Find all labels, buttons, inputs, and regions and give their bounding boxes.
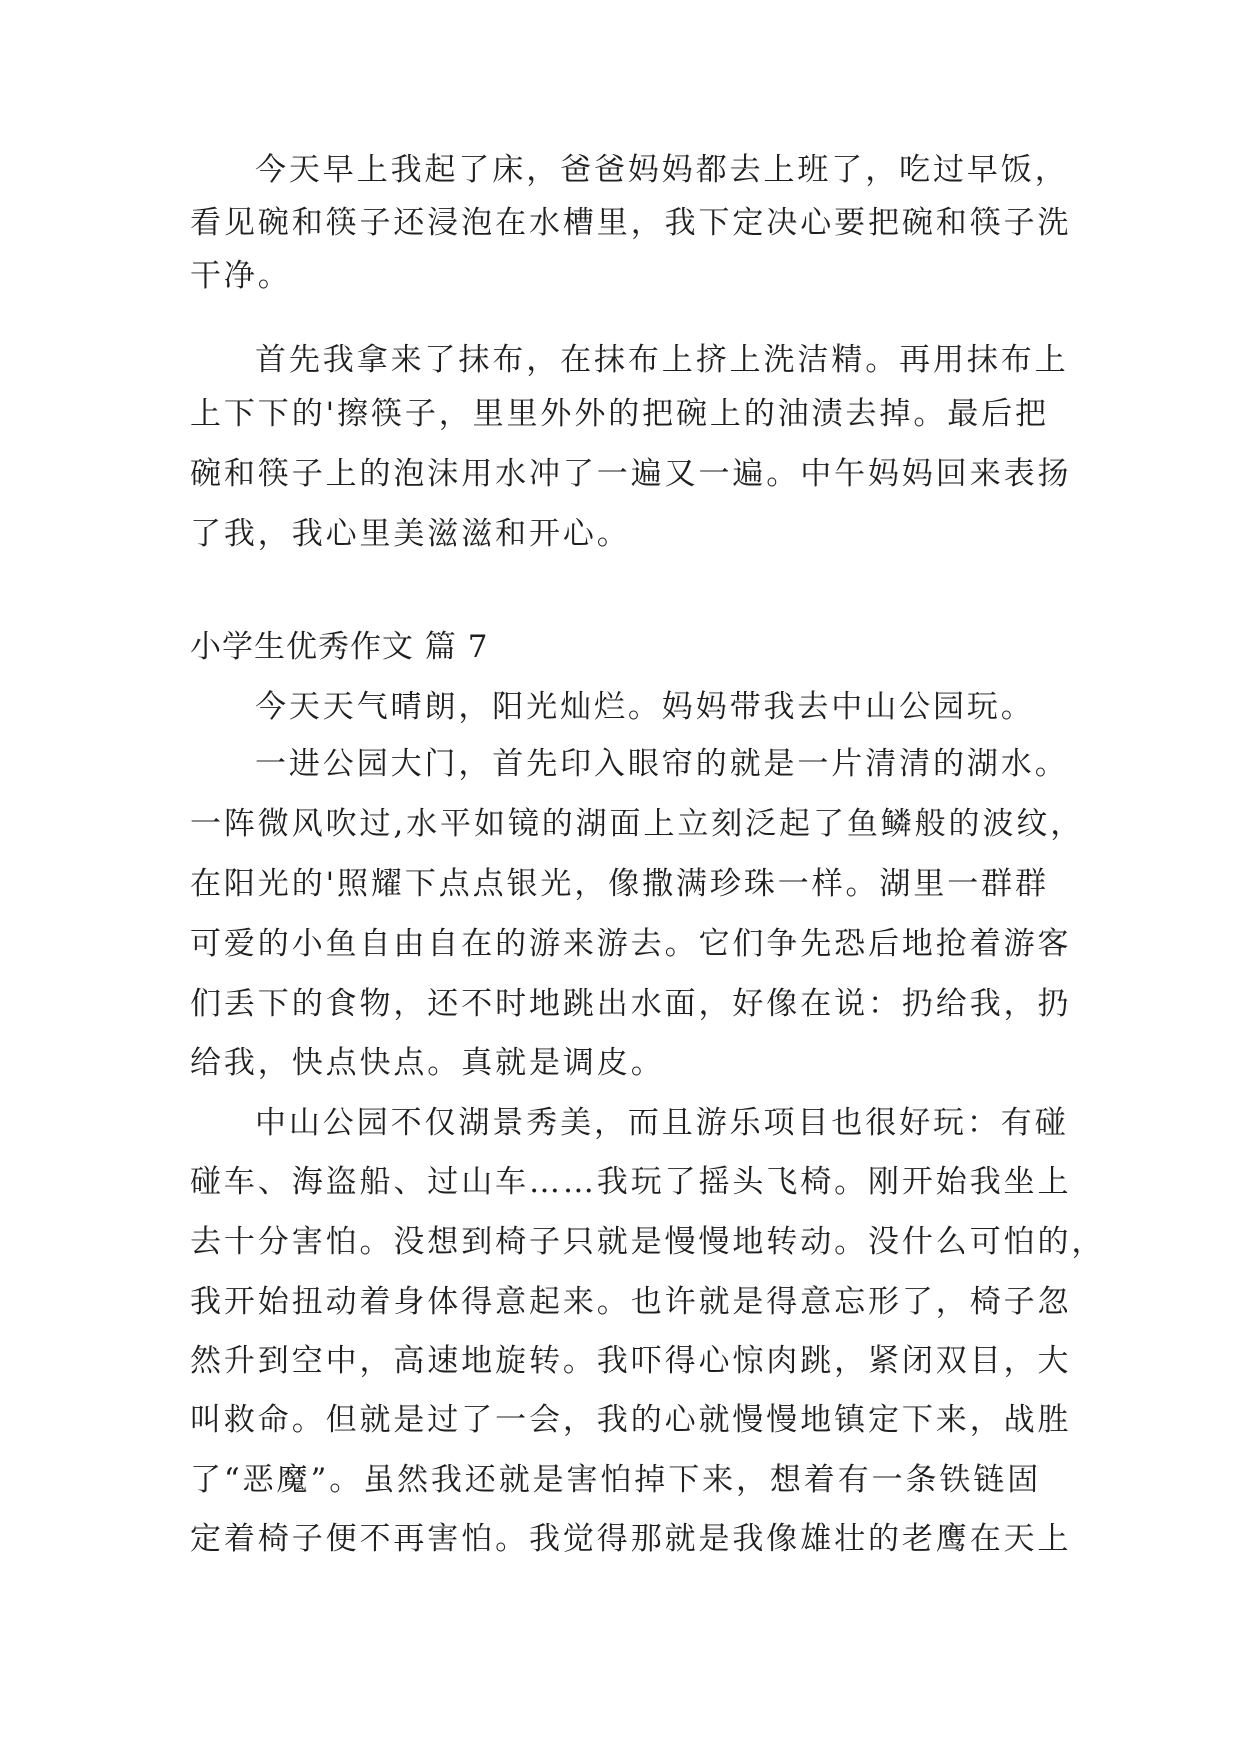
paragraph-5-line-6: 叫救命。但就是过了一会，我的心就慢慢地镇定下来，战胜 <box>190 1402 1072 1438</box>
section-heading: 小学生优秀作文 篇 7 <box>190 629 489 665</box>
paragraph-4-line-2: 一阵微风吹过,水平如镜的湖面上立刻泛起了鱼鳞般的波纹， <box>190 806 1085 842</box>
paragraph-4-line-6: 给我，快点快点。真就是调皮。 <box>190 1045 665 1081</box>
paragraph-5-line-8: 定着椅子便不再害怕。我觉得那就是我像雄壮的老鹰在天上 <box>190 1521 1072 1557</box>
paragraph-1-line-3: 干净。 <box>190 258 292 294</box>
paragraph-1-line-1: 今天早上我起了床，爸爸妈妈都去上班了，吃过早饭， <box>255 152 1069 188</box>
paragraph-5-line-5: 然升到空中，高速地旋转。我吓得心惊肉跳，紧闭双目，大 <box>190 1343 1072 1379</box>
paragraph-2-line-3: 碗和筷子上的泡沫用水冲了一遍又一遍。中午妈妈回来表扬 <box>190 456 1072 492</box>
paragraph-5-line-2: 碰车、海盗船、过山车……我玩了摇头飞椅。刚开始我坐上 <box>190 1164 1072 1200</box>
paragraph-2-line-1: 首先我拿来了抹布，在抹布上挤上洗洁精。再用抹布上 <box>255 342 1069 378</box>
paragraph-4-line-3: 在阳光的'照耀下点点银光，像撒满珍珠一样。湖里一群群 <box>190 866 1049 902</box>
paragraph-5-line-7: 了“恶魔”。虽然我还就是害怕掉下来，想着有一条铁链固 <box>190 1462 1042 1498</box>
paragraph-5-line-3: 去十分害怕。没想到椅子只就是慢慢地转动。没什么可怕的， <box>190 1224 1106 1260</box>
paragraph-4-line-5: 们丢下的食物，还不时地跳出水面，好像在说：扔给我，扔 <box>190 986 1072 1022</box>
paragraph-3-line-1: 今天天气晴朗，阳光灿烂。妈妈带我去中山公园玩。 <box>255 689 1035 725</box>
paragraph-4-line-1: 一进公园大门，首先印入眼帘的就是一片清清的湖水。 <box>255 746 1069 782</box>
paragraph-5-line-1: 中山公园不仅湖景秀美，而且游乐项目也很好玩：有碰 <box>255 1105 1069 1141</box>
paragraph-2-line-4: 了我，我心里美滋滋和开心。 <box>190 516 631 552</box>
paragraph-2-line-2: 上下下的'擦筷子，里里外外的把碗上的油渍去掉。最后把 <box>190 396 1049 432</box>
paragraph-1-line-2: 看见碗和筷子还浸泡在水槽里，我下定决心要把碗和筷子洗 <box>190 205 1072 241</box>
paragraph-5-line-4: 我开始扭动着身体得意起来。也许就是得意忘形了，椅子忽 <box>190 1284 1072 1320</box>
paragraph-4-line-4: 可爱的小鱼自由自在的游来游去。它们争先恐后地抢着游客 <box>190 926 1072 962</box>
